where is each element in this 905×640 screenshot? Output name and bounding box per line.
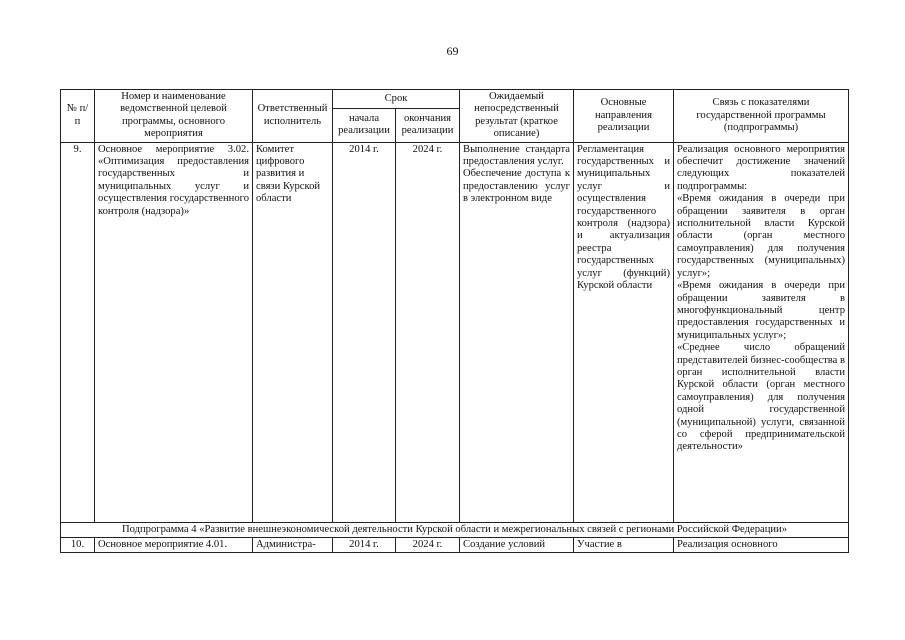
header-executor: Ответственный исполнитель: [253, 90, 333, 143]
row10-result: Создание условий: [460, 538, 574, 553]
row10-name: Основное мероприятие 4.01.: [95, 538, 253, 553]
row9-result-1: Выполнение стандарта предоставления услуг.: [463, 143, 570, 168]
header-link: Связь с показателями государственной программы (подпрограммы): [674, 90, 849, 143]
row9-end: 2024 г.: [396, 142, 460, 522]
subprogram-row: [61, 522, 849, 537]
row9-link-2: «Время ожидания в очереди при обращении заявителя в орган исполнительной власти Курской области (орган местного самоуправления) для получения государственных (муниципальных) услуг»;: [677, 193, 845, 279]
header-start: начала реализации: [333, 108, 396, 142]
row10-link: Реализация основного: [674, 538, 849, 553]
table-row: [61, 142, 849, 522]
subprogram-4-title: Подпрограмма 4 «Развитие внешнеэкономической деятельности Курской области и межрегиональных связей с регионами Российской Федерации»: [61, 522, 849, 537]
header-term: Срок: [333, 90, 460, 109]
row9-link-1: Реализация основного мероприятия обеспечит достижение значений следующих показателей подпрограммы:: [677, 143, 845, 192]
header-row-1: [61, 90, 849, 109]
row10-directions: Участие в: [574, 538, 674, 553]
table-row: [61, 538, 849, 553]
program-table: [60, 89, 849, 553]
row9-executor: Комитет цифрового развития и связи Курской области: [253, 142, 333, 522]
row9-result: [460, 142, 574, 522]
row9-link-4: «Среднее число обращений представителей бизнес-сообщества в орган исполнительной власти Курской области (орган местного самоуправления) для получения одной государственной (муниципальной) услуги, связанной со сферой предпринимательской деятельности»: [677, 342, 845, 453]
row10-executor: Администра-: [253, 538, 333, 553]
row9-link-3: «Время ожидания в очереди при обращении заявителя в многофункциональный центр предоставления государственных и муниципальных услуг»;: [677, 280, 845, 341]
header-result: Ожидаемый непосредственный результат (краткое описание): [460, 90, 574, 143]
header-num: № п/п: [61, 90, 95, 143]
row9-directions: Регламентация государственных и муниципальных услуг и осуществления государственного контроля (надзора) и актуализация реестра государственных услуг (функций) Курской области: [574, 142, 674, 522]
row9-num: 9.: [61, 142, 95, 522]
row9-start: 2014 г.: [333, 142, 396, 522]
header-name: Номер и наименование ведомственной целевой программы, основного мероприятия: [95, 90, 253, 143]
row10-end: 2024 г.: [396, 538, 460, 553]
header-end: окончания реализации: [396, 108, 460, 142]
page-number: 69: [446, 44, 459, 58]
header-directions: Основные направления реализации: [574, 90, 674, 143]
row10-start: 2014 г.: [333, 538, 396, 553]
row9-name: Основное мероприятие 3.02. «Оптимизация предоставления государственных и муниципальных услуг и осуществления государственного контроля (надзора)»: [95, 142, 253, 522]
row10-num: 10.: [61, 538, 95, 553]
row9-result-2: Обеспечение доступа к предоставлению услуг в электронном виде: [463, 168, 570, 205]
row9-link: [674, 142, 849, 522]
